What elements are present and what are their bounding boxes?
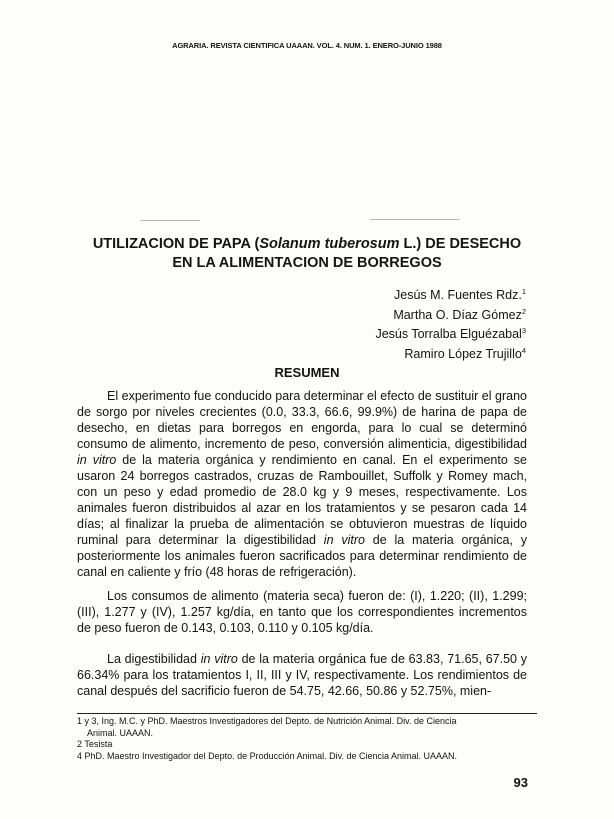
article-title	[60, 235, 554, 273]
title-text: UTILIZACION DE PAPA (	[92, 236, 260, 252]
author-footnote-mark: 3	[521, 326, 526, 336]
footnote: 2 Tesista	[77, 739, 113, 749]
author: Jesús M. Fuentes Rdz.$^1$	[394, 287, 526, 303]
author-footnote-mark: 2	[521, 306, 526, 316]
abstract-paragraph-3: La digestibilidad in vitro de la materia orgánica fue de 63.83, 71.65, 67.50 y 66.34% para los tratamientos I, II, III y IV, respectivamente. Los rendimientos de canal después del sacrificio fueron de 54.75, 42.66, 50.86 y 52.75%, mien-	[77, 652, 527, 698]
scan-artifact	[370, 219, 460, 220]
footnote: 4 PhD. Maestro Investigador del Depto. de Producción Animal. Div. de Ciencia Animal. UAAAN.	[77, 750, 458, 761]
title-line-1	[60, 235, 554, 254]
title-line-2: EN LA ALIMENTACION DE BORREGOS	[172, 255, 442, 271]
author: Ramiro López Trujillo$^4$	[404, 345, 526, 362]
author-footnote-mark: 1	[521, 287, 526, 296]
species-name: Solanum tuberosum	[259, 236, 400, 252]
abstract-paragraph-2: Los consumos de alimento (materia seca) fueron de: (I), 1.220; (II), 1.299; (III), 1.277 y (IV), 1.257 kg/día, en tanto que los correspondientes incrementos de peso fueron de 0.143, 0.103, 0.110 y 0.105 kg/día.	[77, 589, 527, 635]
footnote: 1 y 3, Ing. M.C. y PhD. Maestros Investigadores del Depto. de Nutrición Animal. Div. de Ciencia	[77, 716, 457, 726]
scan-artifact	[140, 220, 200, 221]
page-number: 93	[513, 775, 528, 790]
author-list	[375, 284, 526, 363]
title-text: L.) DE DESECHO	[399, 236, 522, 252]
footnote-continuation: Animal. UAAAN.	[87, 727, 154, 738]
author: Martha O. Díaz Gómez$^2$	[393, 306, 526, 322]
journal-header: AGRARIA. REVISTA CIENTIFICA UAAAN. VOL. 4. NUM. 1. ENERO-JUNIO 1988	[172, 41, 442, 50]
author-footnote-mark: 4	[521, 345, 526, 355]
abstract-paragraph-1: El experimento fue conducido para determinar el efecto de sustituir el grano de sorgo por niveles crecientes (0.0, 33.3, 66.6, 99.9%) de harina de papa de desecho, en dietas para borregos en engorda, para lo cual se determinó consumo de alimento, incremento de peso, conversión alimenticia, digestibilidad in vitro de la materia orgánica y rendimiento en canal. En el experimento se usaron 24 borregos castrados, cruzas de Rambouillet, Suffolk y Romey mach, con un peso y edad promedio de 28.0 kg y 9 meses, respectivamente. Los animales fueron distribuidos al azar en los tratamientos y se pesaron cada 14 días; al finalizar la prueba de alimentación se obtuvieron muestras de líquido ruminal para determinar la digestibilidad in vitro de la materia orgánica, y posteriormente los animales fueron sacrificados para determinar rendimiento de canal en caliente y frío (48 horas de refrigeración).	[77, 389, 527, 579]
author: Jesús Torralba Elguézabal$^3$	[375, 326, 526, 342]
section-heading: RESUMEN	[274, 365, 340, 380]
footnotes	[77, 713, 537, 762]
